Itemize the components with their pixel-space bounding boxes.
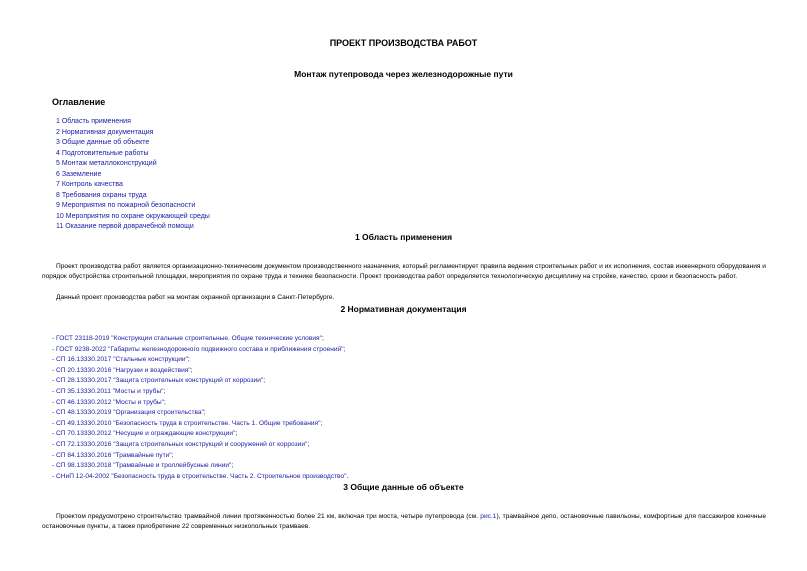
toc-heading: Оглавление [52, 97, 106, 107]
toc-link-5[interactable]: 5 Монтаж металлоконструкций [56, 160, 157, 168]
document-title: ПРОЕКТ ПРОИЗВОДСТВА РАБОТ [329, 38, 478, 48]
normative-link[interactable]: - СНиП 12-04-2002 "Безопасность труда в строительстве. Часть 2. Строительное производство" [52, 472, 347, 480]
list-item: - СП 28.13330.2017 "Защита строительных конструкций от коррозии"; [52, 377, 266, 385]
list-item: - СП 49.13330.2010 "Безопасность труда в строительстве. Часть 1. Общие требования"; [52, 419, 323, 427]
toc-link-1[interactable]: 1 Область применения [56, 118, 131, 125]
normative-link[interactable]: - СП 98.13330.2018 "Трамвайные и троллейбусные линии" [52, 462, 232, 470]
scope-paragraph: Проект производства работ является организационно-техническим документом производственного назначения, который регламентирует правила ведения строительных работ и их исполнения, состав инженерного оборудования и порядок обустройства строительной площадки, мероприятия по охране труда и технике безопасности. Проект производства работ определяется технологическую дисциплину на стройке, качество, сроки и безопасность работ. [42, 263, 766, 281]
toc-link-10[interactable]: 10 Мероприятия по охране окружающей среды [56, 212, 210, 220]
normative-link[interactable]: - СП 84.13330.2016 "Трамвайные пути" [52, 451, 172, 459]
normative-link[interactable]: - ГОСТ 9238-2022 "Габариты железнодорожного подвижного состава и приближения строений" [52, 345, 344, 353]
table-of-contents [56, 117, 210, 233]
toc-link-8[interactable]: 8 Требования охраны труда [56, 191, 147, 199]
normative-link[interactable]: - СП 46.13330.2012 "Мосты и трубы" [52, 398, 165, 406]
list-item: - СП 70.13330.2012 "Несущие и ограждающие конструкции"; [52, 430, 238, 438]
normative-link[interactable]: - ГОСТ 23118-2019 "Конструкции стальные строительные. Общие технические условия" [52, 335, 322, 342]
list-item: - СП 20.13330.2016 "Нагрузки и воздействия"; [52, 366, 193, 374]
toc-link-9[interactable]: 9 Мероприятия по пожарной безопасности [56, 202, 196, 210]
list-item: - СП 48.13330.2019 "Организация строительства"; [52, 409, 206, 417]
toc-link-2[interactable]: 2 Нормативная документация [56, 128, 154, 136]
section-heading-object-data: 3 Общие данные об объекте [343, 482, 464, 492]
toc-link-4[interactable]: 4 Подготовительные работы [56, 149, 149, 157]
list-item: - СП 98.13330.2018 "Трамвайные и троллейбусные линии"; [52, 462, 234, 470]
toc-link-6[interactable]: 6 Заземление [56, 170, 102, 178]
normative-link[interactable]: - СП 20.13330.2016 "Нагрузки и воздействия" [52, 366, 191, 374]
section-heading-normative: 2 Нормативная документация [340, 304, 467, 314]
figure-link[interactable]: рис.1 [480, 513, 497, 520]
normative-link[interactable]: - СП 48.13330.2019 "Организация строительства" [52, 409, 204, 417]
normative-link[interactable]: - СП 72.13330.2016 "Защита строительных конструкций и сооружений от коррозии" [52, 440, 308, 448]
toc-link-3[interactable]: 3 Общие данные об объекте [56, 139, 150, 147]
normative-link[interactable]: - СП 49.13330.2010 "Безопасность труда в строительстве. Часть 1. Общие требования" [52, 419, 321, 427]
list-item: - СП 46.13330.2012 "Мосты и трубы"; [52, 398, 166, 406]
normative-link[interactable]: - СП 28.13330.2017 "Защита строительных конструкций от коррозии" [52, 377, 264, 385]
normative-link[interactable]: - СП 70.13330.2012 "Несущие и ограждающие конструкции" [52, 430, 236, 438]
toc-link-11[interactable]: 11 Оказание первой доврачебной помощи [56, 223, 194, 231]
list-item: - СНиП 12-04-2002 "Безопасность труда в строительстве. Часть 2. Строительное производство". [52, 472, 349, 480]
list-item: - СП 16.13330.2017 "Стальные конструкции"; [52, 356, 190, 364]
list-item: - ГОСТ 23118-2019 "Конструкции стальные строительные. Общие технические условия"; [52, 335, 324, 342]
document-subtitle: Монтаж путепровода через железнодорожные пути [294, 69, 513, 79]
list-item: - СП 35.13330.2011 "Мосты и трубы"; [52, 387, 166, 395]
list-item: - ГОСТ 9238-2022 "Габариты железнодорожного подвижного состава и приближения строений"; [52, 345, 346, 353]
normative-link[interactable]: - СП 35.13330.2011 "Мосты и трубы" [52, 387, 164, 395]
object-data-paragraph: Проектом предусмотрено строительство трамвайной линии протяженностью более 21 км, включая три моста, четыре путепровода (см. рис.1), трамвайное депо, остановочные павильоны, комфортные для пассажиров конечные остановочные пункты, а также приобретение 22 современных низкопольных трамваев. [42, 513, 766, 531]
toc-link-7[interactable]: 7 Контроль качества [56, 181, 123, 189]
list-item: - СП 84.13330.2016 "Трамвайные пути"; [52, 451, 174, 459]
section-heading-scope: 1 Область применения [354, 232, 453, 242]
list-item: - СП 72.13330.2016 "Защита строительных конструкций и сооружений от коррозии"; [52, 440, 310, 448]
scope-paragraph-2: Данный проект производства работ на монтаж охранной организации в Санкт-Петербурге. [56, 294, 335, 301]
normative-link[interactable]: - СП 16.13330.2017 "Стальные конструкции" [52, 356, 188, 364]
normative-list [52, 334, 348, 482]
